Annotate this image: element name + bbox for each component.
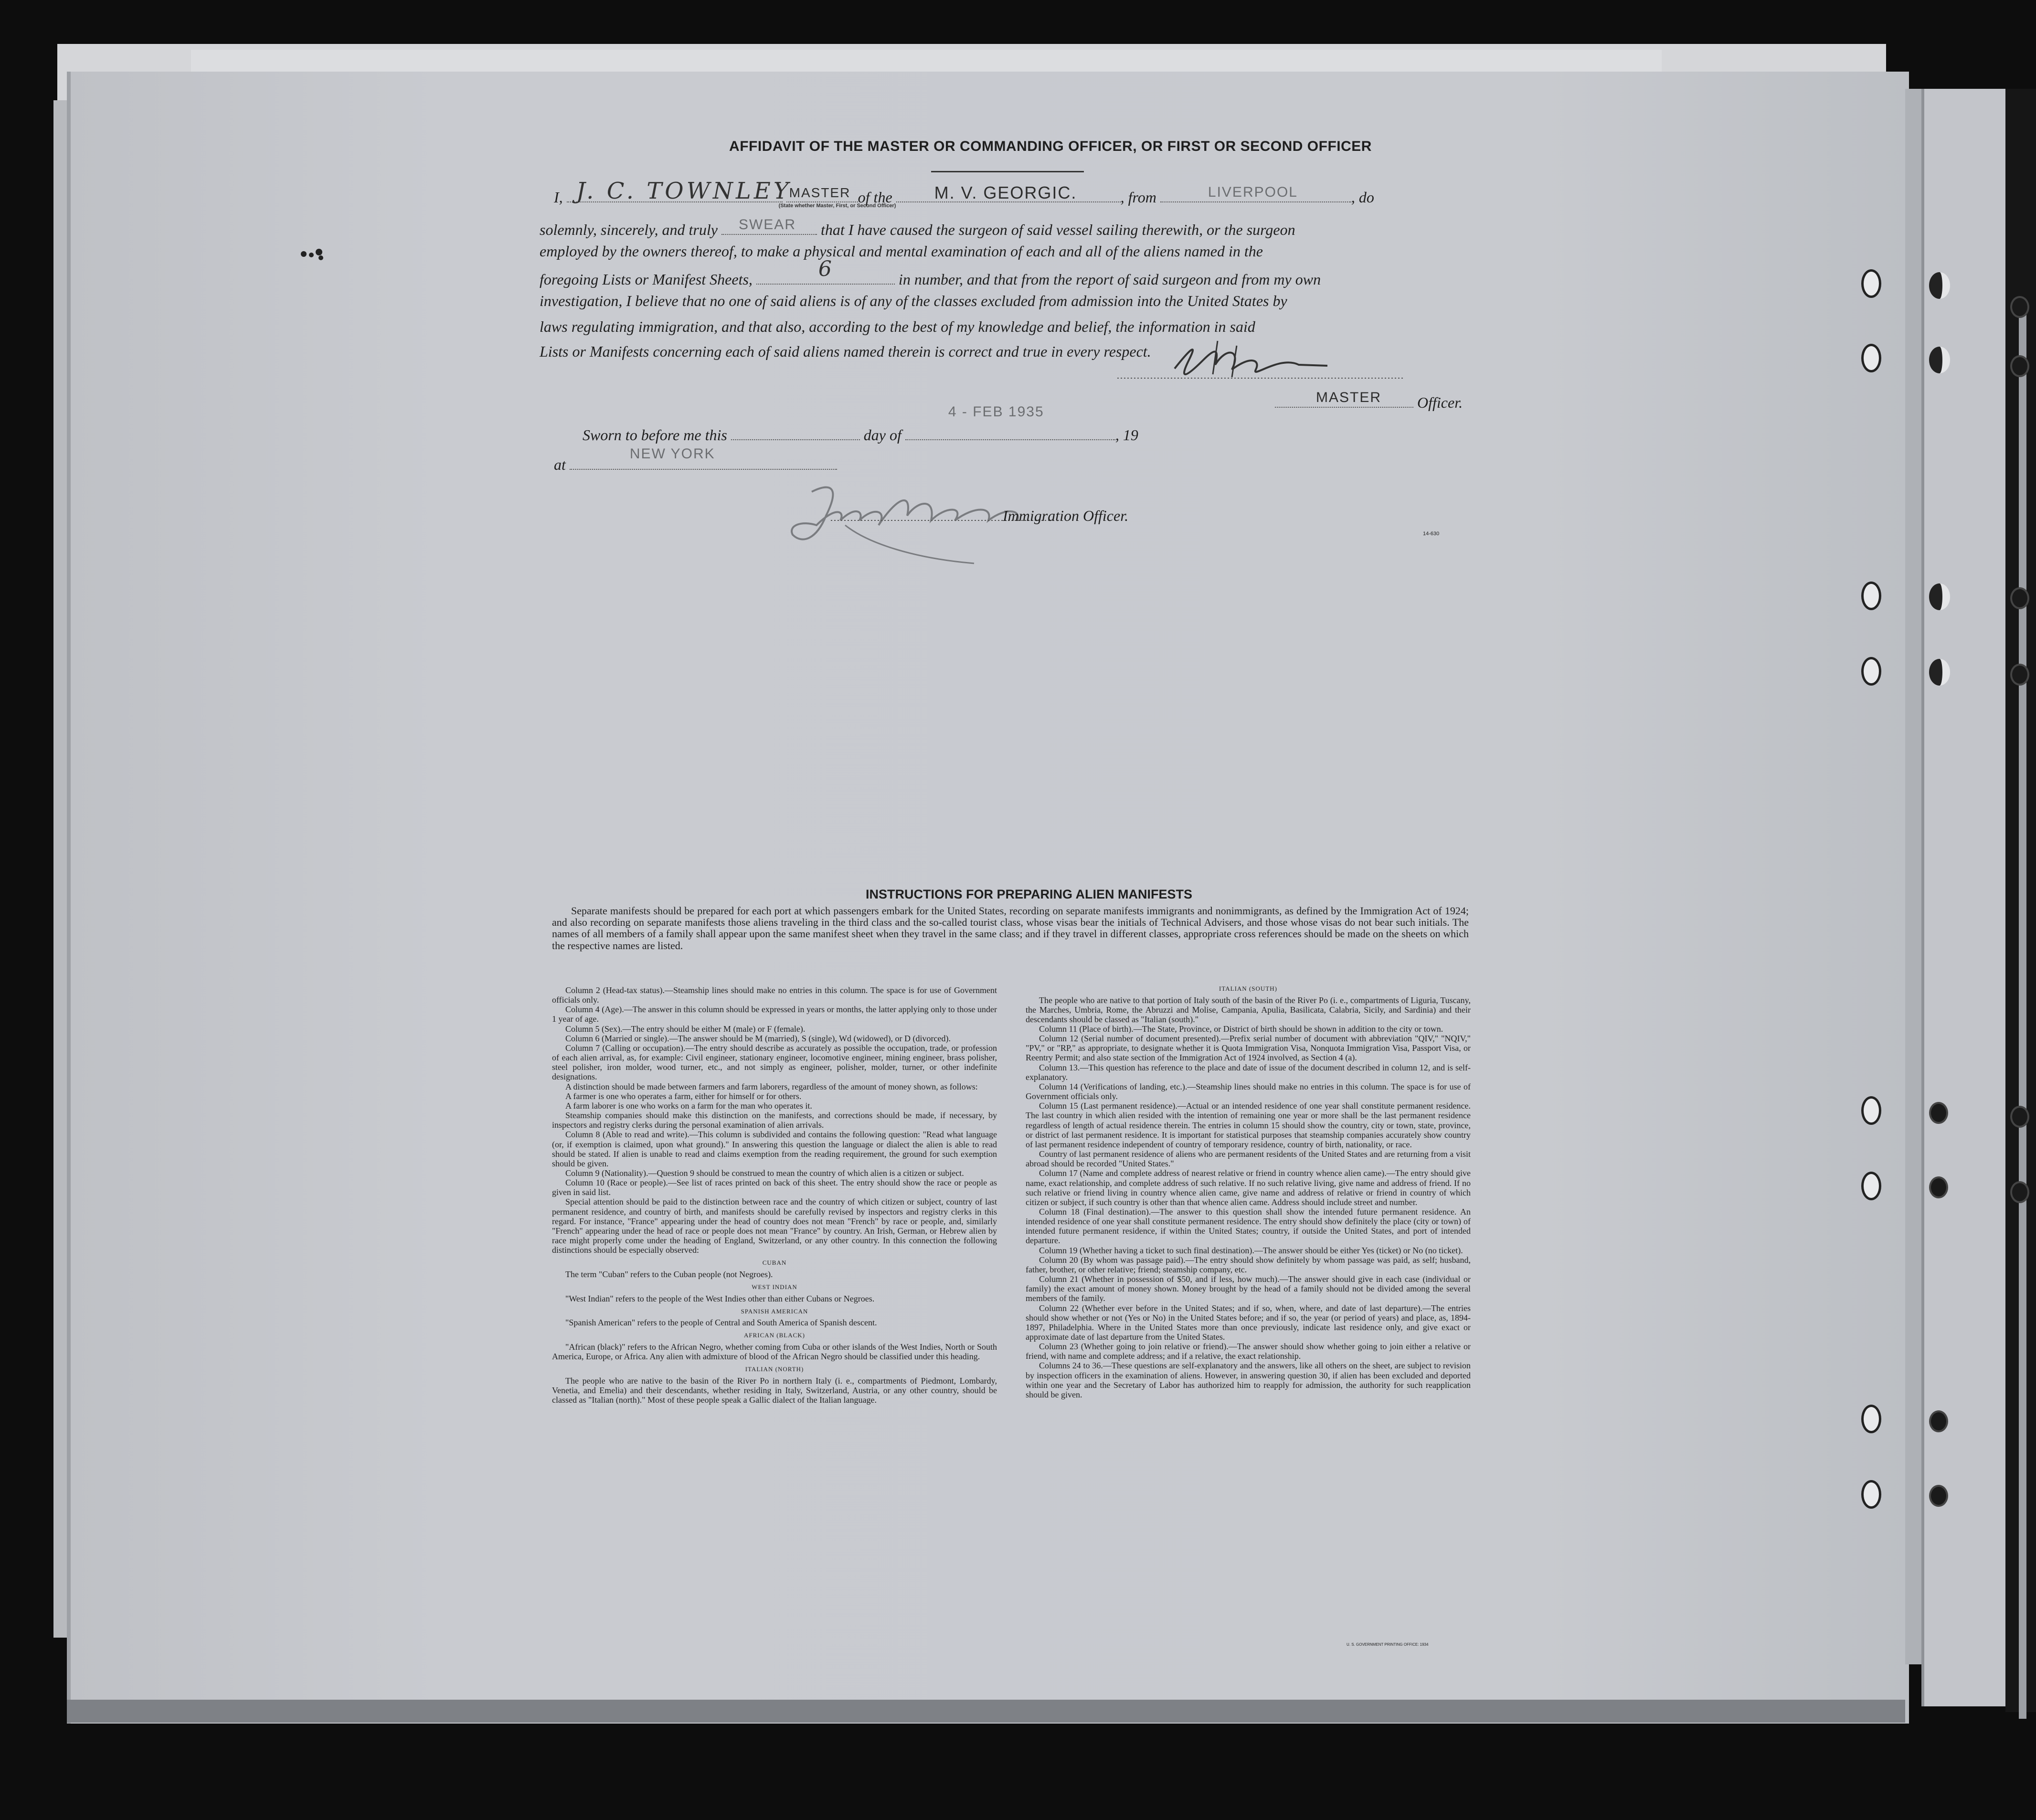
instruction-paragraph: Column 6 (Married or single).—The answer should be M (married), S (single), Wd (widowed), or D (divorced). [565,1033,951,1043]
punch-hole-icon [1929,347,1950,373]
place-field[interactable] [570,446,837,470]
punch-hole-icon [1861,582,1881,610]
instruction-paragraph: Column 9 (Nationality).—Question 9 should be construed to mean the country of which alien is a citizen or subject. [565,1168,964,1178]
punch-hole-icon [1861,1096,1881,1125]
affidavit-line-7: Lists or Manifests concerning each of said aliens named therein is correct and true in every respect. [540,343,1151,360]
affidavit-text: solemnly, sincerely, and truly [540,221,718,238]
sworn-line [583,404,1203,444]
punch-hole-icon [2010,1181,2029,1203]
instructions-right-column [1026,985,1471,1399]
instruction-paragraph: Column 7 (Calling or occupation).—The entry should describe as accurately as possible the occupation, trade, or profession of each alien arrival, as, for example: Civil engineer, stationary engineer, locomotive engineer, mining engineer, brass polisher, steel polisher, iron molder, wood turner, etc., and not simply as engineer, polisher, molder, turner, or other indefinite designations. [552,1043,997,1082]
punch-hole-icon [1861,1405,1881,1433]
officer-line [1275,392,1475,410]
punch-hole-icon [2010,296,2029,318]
punch-hole-icon [2010,355,2029,377]
affidavit-text: in number, and that from the report of said surgeon and from my own [898,271,1321,288]
punch-hole-icon [1861,1480,1881,1509]
punch-hole-icon [2010,664,2029,686]
instruction-paragraph: Column 11 (Place of birth).—The State, Province, or District of birth should be shown in addition to the city or town. [1039,1024,1443,1034]
sheet-count-field[interactable] [756,257,895,285]
instruction-paragraph: Column 13.—This question has reference to the place and date of issue of the document described in column 12, and is self-explanatory. [1026,1062,1471,1082]
affidavit-text: , from [1120,189,1156,206]
instruction-paragraph: A farmer is one who operates a farm, either for himself or for others. [565,1091,802,1101]
punch-hole-icon [1861,344,1881,372]
spanish-american-heading: SPANISH AMERICAN [741,1307,808,1315]
spanish-american-paragraph: "Spanish American" refers to the people of Central and South America of Spanish descent. [565,1318,877,1328]
punch-hole-icon [1861,269,1881,298]
officer-suffix: Officer. [1417,394,1463,411]
binder-bottom-edge [67,1700,1905,1723]
instruction-paragraph: Column 5 (Sex).—The entry should be either M (male) or F (female). [565,1024,806,1034]
vessel-field[interactable] [896,183,1121,202]
italian-north-heading: ITALIAN (NORTH) [745,1365,804,1373]
sworn-day-field[interactable] [731,424,860,440]
instruction-paragraph: Column 18 (Final destination).—The answer to this question shall show the intended future permanent residence. An intended residence of one year shall constitute permanent residence. The entry should show definitely the place (city or town) of intended future permanent residence, if within the United States; country, if outside the United States, and port of intended departure. [1026,1206,1471,1246]
instruction-paragraph: Column 22 (Whether ever before in the United States; and if so, when, where, and date of last departure).—The entries should show whether or not (Yes or No) in the United States before; and if so, the year (or period of years) and place, as, 1894-1897, Philadelphia. Where in the United States more than once previously, indicate last residence only, and give exact or approximate date of last departure from the United States. [1026,1303,1471,1342]
place-line [554,446,888,473]
instruction-paragraph: Column 4 (Age).—The answer in this column should be expressed in years or months, the latter applying only to those under 1 year of age. [552,1005,997,1024]
punch-hole-icon [1929,272,1950,299]
instruction-paragraph: Column 21 (Whether in possession of $50, and if less, how much).—The answer should give in each case (individual or family) the exact amount of money shown. Money brought by the head of a family should not be divided among the several members of the family. [1026,1274,1471,1303]
sworn-date-stamp: 4 - FEB 1935 [948,404,1044,420]
instruction-paragraph: Column 23 (Whether going to join relative or friend).—The answer should show whether going to join either a relative or friend, with name and complete address; and if a relative, the exact relationship. [1026,1342,1471,1361]
page-margin-strip [1905,89,1922,1664]
instructions-intro: Separate manifests should be prepared for each port at which passengers embark for the United States, recording on separate manifests immigrants and nonimmigrants, as defined by the Immigration Act of 1924; and also recording on separate manifests those aliens traveling in the third class and the so-called tourist class, whose visas bear the initials of Technical Advisers, and those whose visas do not bear such initials. The names of all members of a family shall appear upon the same manifest sheet when they travel in the same class; and if they travel in different classes, appropriate cross references should be made on the sheets on which the respective names are listed. [552,905,1469,952]
instruction-paragraph: Column 10 (Race or people).—See list of races printed on back of this sheet. The entry should show the race or people as given in said list. [552,1178,997,1197]
oath-field[interactable] [721,219,817,235]
instruction-paragraph: Special attention should be paid to the distinction between race and the country of which citizen or subject, country of last permanent residence, and country of birth, and manifests should be carefully revised by inspectors and registry clerks in this regard. For instance, "France" appearing under the head of country does not mean "French" by race or people, and, similarly "French" appearing under the head of race or people does not mean "France" by country. An Irish, German, or Hebrew alien by race might properly come under the heading of England, Switzerland, or any other country. In this connection the following distinctions should be especially observed: [552,1197,997,1255]
affidavit-line-2 [540,219,1475,237]
port-field[interactable] [1160,186,1351,202]
instruction-paragraph: Country of last permanent residence of aliens who are permanent residents of the United States and are returning from a visit abroad should be recorded "United States." [1026,1149,1471,1169]
master-name-field[interactable] [567,178,792,204]
sworn-text: Sworn to before me this [583,426,727,444]
instruction-paragraph: Column 17 (Name and complete address of nearest relative or friend in country whence alien came).—The entry should give name, exact relationship, and complete address of such relative. If no such relative living, give name and address of friend. If no such relative or friend living in country whence alien came, give name and address of relative or friend in country of which citizen or subject, if such country is other than that whence alien came. Address should include street and number. [1026,1168,1471,1207]
instruction-paragraph: The people who are native to that portion of Italy south of the basin of the River Po (i. e., compartments of Liguria, Tuscany, the Marches, Umbria, Rome, the Abruzzi and Molise, Campania, Apulia, Basilicata, Calabria, Sicily, and Sardinia) and their descendants should be classed as "Italian (south)." [1026,995,1471,1024]
affidavit-text: of the [858,189,892,206]
printing-office-note: U. S. GOVERNMENT PRINTING OFFICE: 1934 [1347,1642,1429,1647]
instructions-title: INSTRUCTIONS FOR PREPARING ALIEN MANIFESTS [865,887,1193,901]
punch-hole-icon [1929,659,1950,686]
sheet-count: 6 [818,257,835,281]
officer-rank: MASTER [1316,390,1382,405]
form-number: 14-630 [1423,531,1440,537]
instruction-paragraph: Column 12 (Serial number of document presented).—Prefix serial number of document with abbreviation "QIV," "NQIV," "PV," or "RP," as appropriate, to designate whether it is Quota Immigration Visa, Nonquota Immigration Visa, Passport Visa, or Reentry Permit; and also state section of the Immigration Act of 1924 involved, as Section 4 (a). [1026,1034,1471,1063]
year-prefix: , 19 [1115,426,1138,444]
immigration-officer-label: Immigration Officer. [1003,507,1129,524]
punch-hole-icon [1929,583,1950,610]
next-page-edge [2019,310,2026,1719]
african-paragraph: "African (black)" refers to the African Negro, whether coming from Cuba or other islands of the West Indies, North or South America, Europe, or Africa. Any alien with admixture of blood of the African Negro should be classified under this heading. [552,1342,997,1362]
affidavit-line-6: laws regulating immigration, and that also, according to the best of my knowledge and belief, the information in said [540,318,1255,335]
punch-hole-icon [1861,1172,1881,1200]
day-of-text: day of [863,426,901,444]
punch-hole-icon [2010,1106,2029,1128]
affidavit-text: foregoing Lists or Manifest Sheets, [540,271,753,288]
instruction-paragraph: Column 14 (Verifications of landing, etc.).—Steamship lines should make no entries in this column. The space is for use of Government officials only. [1026,1081,1471,1101]
ink-mark [299,248,326,261]
immigration-officer-signature [774,477,1136,573]
rank-stamp: MASTER [789,185,851,200]
affidavit-text: , do [1351,189,1374,206]
affidavit-text: that I have caused the surgeon of said vessel sailing therewith, or the surgeon [820,221,1295,238]
instruction-paragraph: Column 20 (By whom was passage paid).—The entry should show definitely by whom passage was paid, as self; husband, father, brother, or other relative; friend; steamship company, etc. [1026,1255,1471,1274]
instruction-paragraph: Column 2 (Head-tax status).—Steamship lines should make no entries in this column. The space is for use of Government officials only. [552,985,997,1005]
place-stamp: NEW YORK [629,446,715,462]
instruction-paragraph: Column 8 (Able to read and write).—This column is subdivided and contains the following question: "Read what language (or, if exemption is claimed, upon what ground)." In answering this question the language or dialect the alien is able to read should be stated. If alien is unable to read and claims exemption from the reading requirement, the ground for such exemption should be given. [552,1130,997,1168]
at-text: at [554,456,566,473]
oath-stamp: SWEAR [738,217,796,233]
title-rule [931,171,1084,172]
instruction-paragraph: Columns 24 to 36.—These questions are self-explanatory and the answers, like all others on the sheet, are subject to revision by inspection officers in the examination of aliens. However, in answering question 30, if alien has been excluded and deported within one year and the Secretary of Labor has authorized him to reapply for admission, the authority for such reapplication should be given. [1026,1361,1471,1399]
port-name: LIVERPOOL [1208,184,1298,200]
west-indian-heading: WEST INDIAN [752,1283,797,1291]
master-name: J. C. TOWNLEY [576,178,792,204]
punch-hole-icon [1929,1176,1948,1198]
instruction-paragraph: A farm laborer is one who works on a farm for the man who operates it. [565,1100,812,1111]
punch-hole-icon [1929,1410,1948,1432]
master-signature [1117,331,1499,384]
west-indian-paragraph: "West Indian" refers to the people of the West Indies other than either Cubans or Negroes. [565,1293,875,1303]
italian-north-paragraph: The people who are native to the basin of the River Po in northern Italy (i. e., compartments of Piedmont, Lombardy, Venetia, and Emelia) and their descendants, whether residing in Italy, Switzerland, Austria, or any other country, should be classed as "Italian (north)." Most of these people speak a Gallic dialect of the Italian language. [552,1376,997,1405]
punch-hole-icon [1929,1102,1948,1124]
punch-hole-icon [1861,657,1881,686]
officer-rank-field[interactable] [1275,392,1413,408]
vessel-name: M. V. GEORGIC. [934,183,1077,202]
punch-hole-icon [1929,1485,1948,1507]
instructions-left-column [552,985,997,1405]
rank-note: (State whether Master, First, or Second Officer) [778,203,896,209]
cuban-heading: CUBAN [762,1259,787,1267]
instruction-paragraph: Column 19 (Whether having a ticket to such final destination).—The answer should be either Yes (ticket) or No (no ticket). [1039,1245,1463,1255]
african-heading: AFRICAN (BLACK) [743,1332,806,1339]
affidavit-line-4 [540,257,1475,288]
instruction-paragraph: Steamship companies should make this distinction on the manifests, and corrections should be made, if necessary, by inspectors and registry clerks during the personal examination of alien arrivals. [552,1111,997,1130]
instruction-paragraph: Column 15 (Last permanent residence).—Actual or an intended residence of one year shall constitute permanent residence. The last country in which alien resided with the intention of remaining one year or more shall be the last permanent residence regardless of length of actual residence therein. The entries in column 15 should show the country, city or town, state, province, or district of last permanent residence. It is important for statistical purposes that steamship companies accurately show country of last permanent residence independent of country of temporary residence, country of birth, nationality, or race. [1026,1101,1471,1149]
punch-hole-icon [2010,587,2029,609]
italian-south-heading: ITALIAN (SOUTH) [1219,985,1277,992]
affidavit-line-1 [554,178,1490,209]
instruction-paragraph: A distinction should be made between farmers and farm laborers, regardless of the amount of money shown, as follows: [565,1081,978,1091]
sworn-month-field[interactable] [905,404,1115,440]
affidavit-line-3: employed by the owners thereof, to make a physical and mental examination of each and all of the aliens named in the [540,243,1263,260]
cuban-paragraph: The term "Cuban" refers to the Cuban people (not Negroes). [565,1269,773,1279]
affidavit-text: I, [554,189,563,206]
affidavit-line-5: investigation, I believe that no one of said aliens is of any of the classes excluded from admission into the United States by [540,292,1287,309]
affidavit-title: AFFIDAVIT OF THE MASTER OR COMMANDING OFFICER, OR FIRST OR SECOND OFFICER [729,138,1372,154]
